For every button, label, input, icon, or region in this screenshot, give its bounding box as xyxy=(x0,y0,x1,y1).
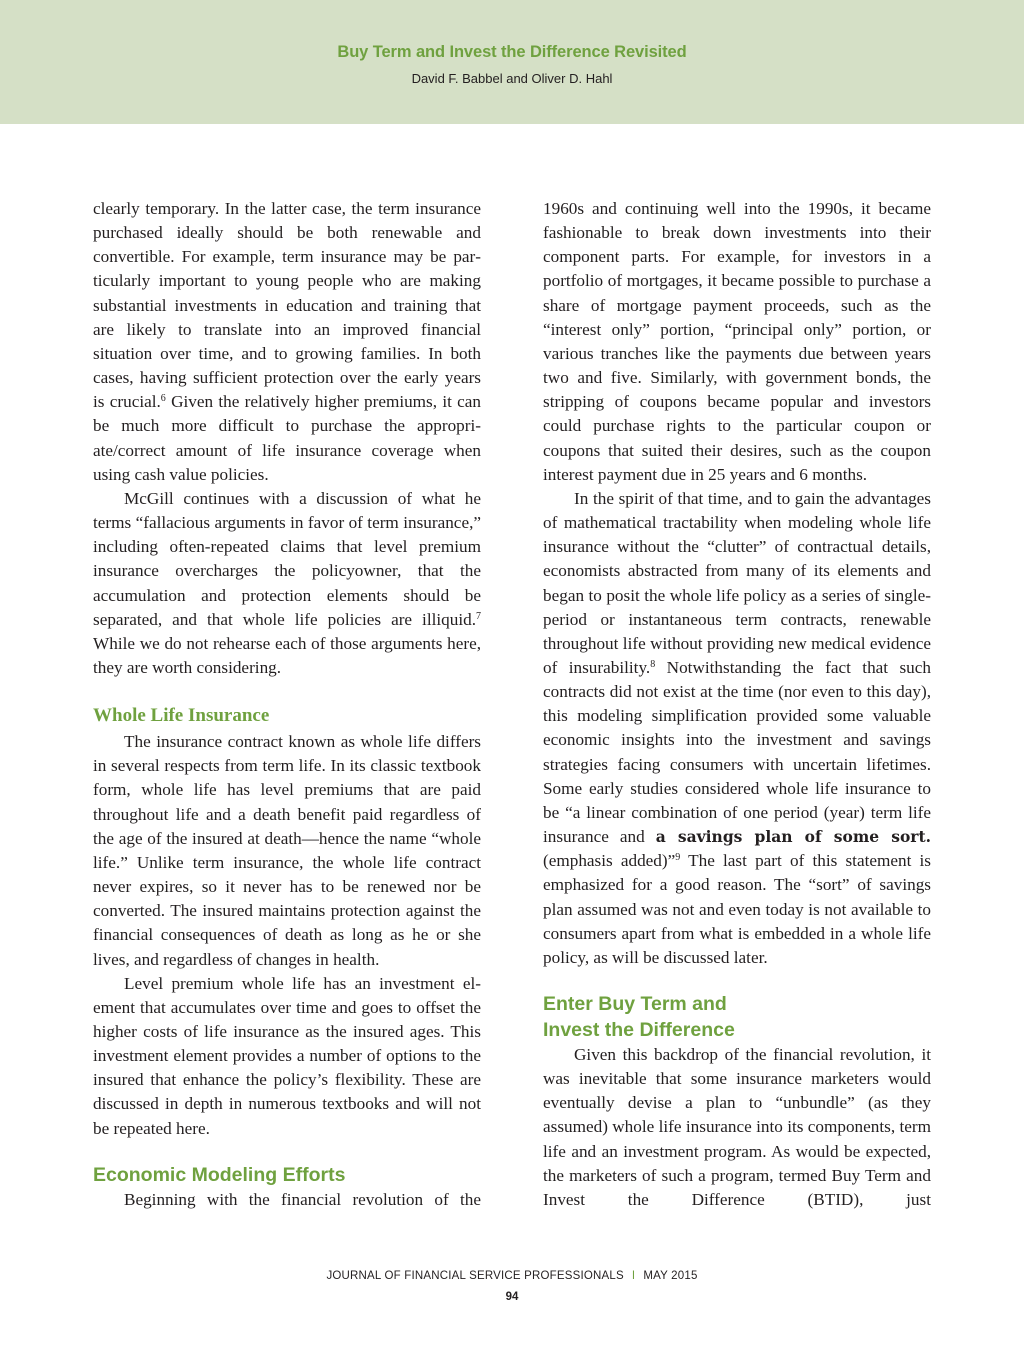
journal-footer xyxy=(0,1270,1024,1282)
running-header xyxy=(0,0,1024,124)
paragraph: clearly temporary. In the latter case, the term insurance purchased ideally should be both renewable and convertible. For example, term insurance may be particularly important to young people who are making substantial investments in education and training that are likely to translate into an improved financial situation over time, and to growing families. In both cases, having sufficient protection over the early years is crucial.$^6$ Given the relatively higher premiums, it can be much more difficult to purchase the appropriate/correct amount of life insurance coverage when using cash value policies. xyxy=(93,199,481,484)
footer-separator: I xyxy=(631,1270,636,1282)
emphasis-text: a savings plan of some sort. xyxy=(655,827,932,847)
footnote-ref[interactable]: 7 xyxy=(476,610,481,622)
section-heading-whole-life: Whole Life Insurance xyxy=(93,705,270,727)
journal-name: JOURNAL OF FINANCIAL SERVICE PROFESSIONALS xyxy=(326,1270,624,1282)
footnote-ref[interactable]: 6 xyxy=(160,393,166,405)
paragraph: The insurance contract known as whole life differs in several respects from term life. In its classic textbook form, whole life has level premiums that are paid throughout life and a death benefit paid regardless of the age of the insured at death—hence the name “whole life.” Unlike term insurance, the whole life contract never expires, so it never has to be renewed nor be converted. The insured maintains protection against the financial consequences of death as long as he or she lives, and regardless of changes in health. xyxy=(93,732,481,969)
left-column xyxy=(93,197,481,1212)
article-title: Buy Term and Invest the Difference Revisited xyxy=(337,43,687,61)
right-column xyxy=(543,197,931,1212)
paragraph: McGill continues with a discussion of what he terms “fallacious arguments in favor of term insurance,” including often-repeated claims that level premium insurance overcharges the policyowner, that the accumulation and protection elements should be separated, and that whole life policies are illiquid.$^7$ While we do not rehearse each of those arguments here, they are worth considering. xyxy=(93,488,481,677)
footnote-ref[interactable]: 8 xyxy=(650,658,656,670)
article-authors: David F. Babbel and Oliver D. Hahl xyxy=(411,71,613,86)
section-heading-economic-modeling: Economic Modeling Efforts xyxy=(93,1163,346,1186)
footnote-ref[interactable]: 9 xyxy=(675,852,681,864)
paragraph: Given this backdrop of the financial revolution, it was inevitable that some insurance marketers would eventually devise a plan to “unbundle” (as they assumed) whole life insurance into its components, term life and an investment program. As would be expected, the marketers of such a program, termed Buy Term and Invest the Difference (BTID), just xyxy=(543,1045,931,1209)
section-heading-buy-term: Enter Buy Term and Invest the Difference xyxy=(543,993,735,1041)
paragraph: 1960s and continuing well into the 1990s, it became fashionable to break down investments into their component parts. For example, for investors in a portfolio of mortgages, it became possible to purchase a share of mortgage payment proceeds, such as the “interest only” portion, “principal only” portion, or various tranches like the payments due between years two and five. Similarly, with government bonds, the stripping of coupons became popular and investors could purchase rights to the particular coupon or coupons that suited their desires, such as the coupon interest payment due in 25 years and 6 months. xyxy=(543,199,931,484)
paragraph: In the spirit of that time, and to gain the advantages of mathematical tractability when modeling whole life insurance without the “clutter” of contractual details, economists abstracted from many of its elements and began to posit the whole life policy as a series of single-period or instantaneous term contracts, renewable throughout life without providing new medical evidence of insurability.$^8$ Notwithstanding the fact that such contracts did not exist at the time (nor even to this day), this modeling simplification provided some valuable economic insights into the investment and savings strategies facing consumers with uncertain lifetimes. Some early studies considered whole life insurance to be “a linear combination of one period (year) term life insurance and a savings plan of some sort. (emphasis added)”$^9$ The last part of this statement is emphasized for a good reason. The “sort” of savings plan assumed was not and even today is not available to consumers apart from what is embedded in a whole life policy, as will be discussed later. xyxy=(543,488,932,967)
paragraph: Level premium whole life has an investment element that accumulates over time and goes to offset the higher costs of life insurance as the insured ages. This investment element provides a number of options to the insured that enhance the policy’s flexibility. These are discussed in depth in numerous textbooks and will not be repeated here. xyxy=(93,973,481,1138)
paragraph: Beginning with the financial revolution of the xyxy=(124,1189,481,1209)
page-number: 94 xyxy=(505,1291,519,1303)
issue-date: MAY 2015 xyxy=(643,1270,698,1282)
